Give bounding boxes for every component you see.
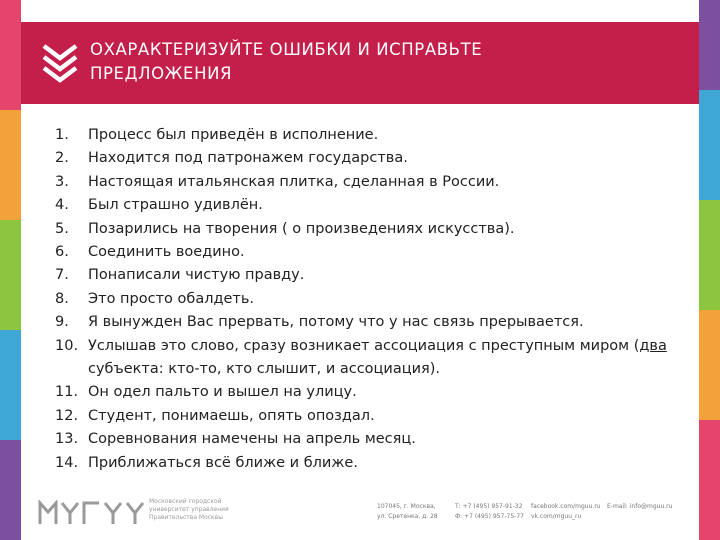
- item-text: Настоящая итальянская плитка, сделанная в России.: [88, 173, 500, 190]
- item-text: Соединить воедино.: [88, 244, 245, 261]
- address-line: ул. Сретенка, д. 28: [377, 513, 438, 520]
- list-item: [55, 264, 695, 287]
- footer-address: [377, 502, 438, 522]
- item-number: 1.: [55, 127, 69, 143]
- item-number: 9.: [55, 314, 69, 331]
- item-text: Процесс был приведён в исполнение.: [88, 127, 379, 143]
- list-item: [55, 381, 695, 404]
- item-text: Позарились на творения ( о произведениях искусства).: [88, 220, 515, 237]
- footer: [21, 490, 699, 540]
- list-item: [55, 194, 695, 217]
- facebook-link[interactable]: facebook.com/mguu.ru: [531, 503, 601, 510]
- item-text-part: субъекта: кто-то, кто слышит, и ассоциация).: [88, 361, 441, 378]
- university-name-line: Московский городской: [149, 498, 222, 505]
- university-logo: [37, 500, 145, 526]
- list-item: [55, 171, 695, 194]
- slide: [21, 0, 699, 540]
- list-item: [55, 405, 695, 428]
- list-item: [55, 335, 695, 382]
- list-item: [55, 218, 695, 241]
- slide-title-line-1: ОХАРАКТЕРИЗУЙТЕ ОШИБКИ И ИСПРАВЬТЕ: [90, 40, 483, 59]
- email-link[interactable]: E-mail: info@mguu.ru: [607, 503, 673, 510]
- university-name-line: Правительства Москвы: [149, 514, 223, 521]
- item-text: Он одел пальто и вышел на улицу.: [88, 384, 357, 401]
- slide-title-line-2: ПРЕДЛОЖЕНИЯ: [90, 64, 233, 83]
- item-number: 5.: [55, 220, 69, 237]
- item-number: 7.: [55, 267, 69, 284]
- list-item: [55, 311, 695, 334]
- item-number: 3.: [55, 173, 69, 190]
- chevron-down-icon: [41, 42, 79, 84]
- vk-link[interactable]: vk.com/mguu_ru: [531, 513, 582, 520]
- university-name-line: университет управления: [149, 506, 229, 513]
- item-number: 6.: [55, 244, 69, 261]
- item-text: Находится под патронажем государства.: [88, 150, 408, 167]
- list-item: [55, 241, 695, 264]
- list-item: [55, 288, 695, 311]
- left-color-stripe: [0, 0, 21, 540]
- item-number: 13.: [55, 431, 79, 448]
- sentence-list: [55, 124, 695, 475]
- item-text: Приближаться всё ближе и ближе.: [88, 454, 358, 471]
- title-banner: [21, 22, 699, 104]
- item-text: Я вынужден Вас прервать, потому что у нас связь прерывается.: [88, 314, 584, 331]
- fax-line: Ф: +7 (495) 957-75-77: [455, 513, 524, 520]
- item-text: Понаписали чистую правду.: [88, 267, 305, 284]
- item-number: 8.: [55, 290, 69, 307]
- item-text: Студент, понимаешь, опять опоздал.: [88, 407, 375, 424]
- item-text: [88, 335, 695, 382]
- item-number: 4.: [55, 197, 69, 214]
- university-name: [149, 498, 229, 522]
- phone-line: Т: +7 (495) 957-91-32: [455, 503, 523, 510]
- footer-phones: [455, 502, 524, 522]
- item-number: 12.: [55, 407, 79, 424]
- item-number: 14.: [55, 454, 79, 471]
- footer-email: [607, 502, 672, 512]
- address-line: 107045, г. Москва,: [377, 503, 436, 510]
- item-number: 11.: [55, 384, 79, 401]
- right-color-stripe: [699, 0, 720, 540]
- list-item: [55, 147, 695, 170]
- item-text: Соревнования намечены на апрель месяц.: [88, 431, 416, 448]
- item-text-part: Услышав это слово, сразу возникает ассоциация с преступным миром (: [88, 337, 640, 354]
- item-number: 10.: [55, 337, 79, 354]
- list-item: [55, 428, 695, 451]
- item-text: Был страшно удивлён.: [88, 197, 263, 214]
- list-item: [55, 452, 695, 475]
- item-number: 2.: [55, 150, 69, 167]
- underlined-word: два: [639, 337, 667, 354]
- item-text: Это просто обалдеть.: [88, 290, 255, 307]
- slide-title: [90, 38, 482, 86]
- footer-social: [531, 502, 601, 522]
- list-item: [55, 124, 695, 147]
